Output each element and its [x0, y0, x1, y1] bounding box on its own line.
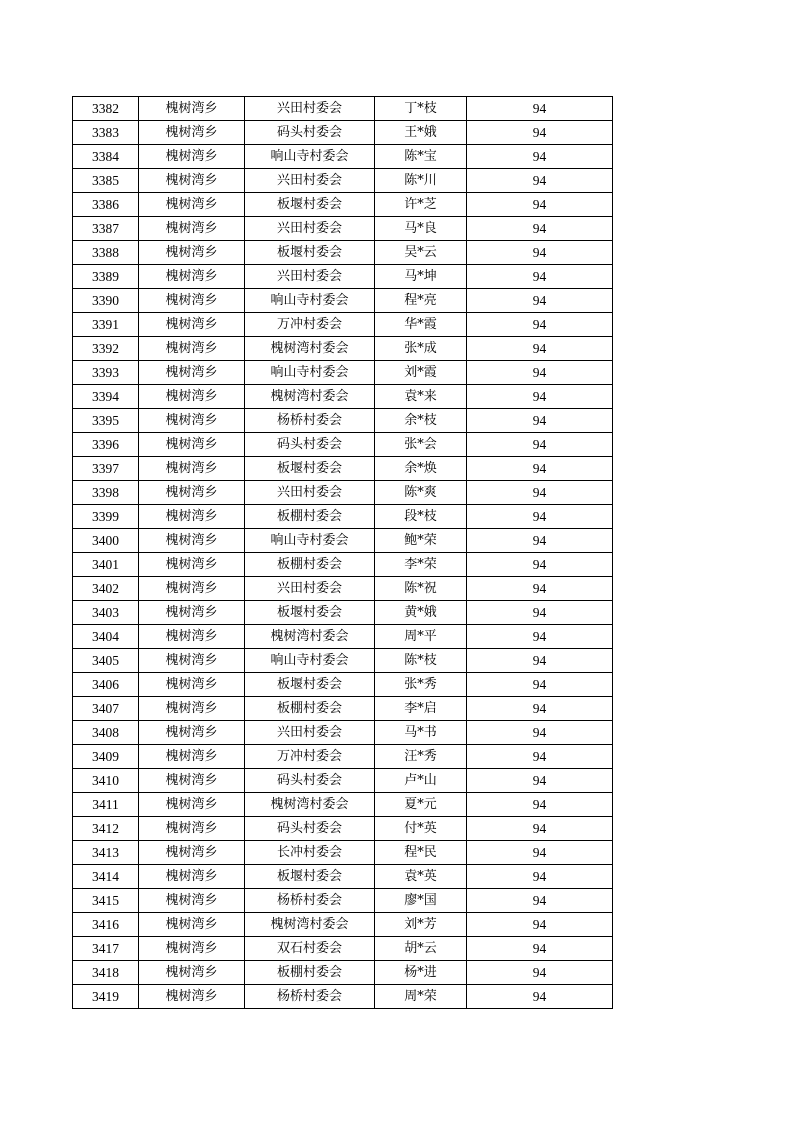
township-cell: 槐树湾乡 [139, 361, 245, 385]
name-cell: 程*民 [375, 841, 467, 865]
township-cell: 槐树湾乡 [139, 937, 245, 961]
value-cell: 94 [467, 985, 613, 1009]
table-row [73, 313, 613, 337]
table-row [73, 913, 613, 937]
township-cell: 槐树湾乡 [139, 697, 245, 721]
name-cell: 周*荣 [375, 985, 467, 1009]
row-number-cell: 3404 [73, 625, 139, 649]
village-committee-cell: 兴田村委会 [245, 265, 375, 289]
name-cell: 黄*娥 [375, 601, 467, 625]
row-number-cell: 3387 [73, 217, 139, 241]
table-row [73, 889, 613, 913]
name-cell: 华*霞 [375, 313, 467, 337]
village-committee-cell: 长冲村委会 [245, 841, 375, 865]
value-cell: 94 [467, 673, 613, 697]
name-cell: 付*英 [375, 817, 467, 841]
village-committee-cell: 杨桥村委会 [245, 889, 375, 913]
name-cell: 李*荣 [375, 553, 467, 577]
township-cell: 槐树湾乡 [139, 289, 245, 313]
value-cell: 94 [467, 529, 613, 553]
village-committee-cell: 杨桥村委会 [245, 985, 375, 1009]
township-cell: 槐树湾乡 [139, 865, 245, 889]
value-cell: 94 [467, 913, 613, 937]
value-cell: 94 [467, 889, 613, 913]
table-row [73, 649, 613, 673]
table-row [73, 529, 613, 553]
township-cell: 槐树湾乡 [139, 817, 245, 841]
village-committee-cell: 响山寺村委会 [245, 145, 375, 169]
township-cell: 槐树湾乡 [139, 433, 245, 457]
township-cell: 槐树湾乡 [139, 169, 245, 193]
name-cell: 吴*云 [375, 241, 467, 265]
township-cell: 槐树湾乡 [139, 793, 245, 817]
township-cell: 槐树湾乡 [139, 313, 245, 337]
table-row [73, 505, 613, 529]
village-committee-cell: 槐树湾村委会 [245, 337, 375, 361]
table-row [73, 265, 613, 289]
village-committee-cell: 兴田村委会 [245, 169, 375, 193]
township-cell: 槐树湾乡 [139, 961, 245, 985]
name-cell: 张*会 [375, 433, 467, 457]
name-cell: 马*良 [375, 217, 467, 241]
table-row [73, 673, 613, 697]
row-number-cell: 3386 [73, 193, 139, 217]
name-cell: 周*平 [375, 625, 467, 649]
township-cell: 槐树湾乡 [139, 337, 245, 361]
row-number-cell: 3414 [73, 865, 139, 889]
village-committee-cell: 板堰村委会 [245, 601, 375, 625]
table-row [73, 145, 613, 169]
township-cell: 槐树湾乡 [139, 625, 245, 649]
township-cell: 槐树湾乡 [139, 769, 245, 793]
name-cell: 鲍*荣 [375, 529, 467, 553]
village-committee-cell: 万冲村委会 [245, 745, 375, 769]
row-number-cell: 3417 [73, 937, 139, 961]
value-cell: 94 [467, 721, 613, 745]
table-row [73, 385, 613, 409]
row-number-cell: 3415 [73, 889, 139, 913]
name-cell: 张*秀 [375, 673, 467, 697]
value-cell: 94 [467, 817, 613, 841]
value-cell: 94 [467, 697, 613, 721]
village-committee-cell: 板棚村委会 [245, 553, 375, 577]
township-cell: 槐树湾乡 [139, 121, 245, 145]
row-number-cell: 3385 [73, 169, 139, 193]
township-cell: 槐树湾乡 [139, 385, 245, 409]
township-cell: 槐树湾乡 [139, 145, 245, 169]
table-row [73, 985, 613, 1009]
value-cell: 94 [467, 841, 613, 865]
village-committee-cell: 响山寺村委会 [245, 361, 375, 385]
name-cell: 马*坤 [375, 265, 467, 289]
village-committee-cell: 板堰村委会 [245, 865, 375, 889]
township-cell: 槐树湾乡 [139, 409, 245, 433]
township-cell: 槐树湾乡 [139, 193, 245, 217]
township-cell: 槐树湾乡 [139, 505, 245, 529]
row-number-cell: 3410 [73, 769, 139, 793]
table-row [73, 865, 613, 889]
table-row [73, 793, 613, 817]
name-cell: 陈*川 [375, 169, 467, 193]
value-cell: 94 [467, 337, 613, 361]
row-number-cell: 3393 [73, 361, 139, 385]
table-row [73, 97, 613, 121]
township-cell: 槐树湾乡 [139, 577, 245, 601]
name-cell: 陈*爽 [375, 481, 467, 505]
value-cell: 94 [467, 577, 613, 601]
data-table [72, 96, 613, 1009]
village-committee-cell: 响山寺村委会 [245, 649, 375, 673]
name-cell: 陈*祝 [375, 577, 467, 601]
row-number-cell: 3391 [73, 313, 139, 337]
table-row [73, 553, 613, 577]
name-cell: 许*芝 [375, 193, 467, 217]
village-committee-cell: 板堰村委会 [245, 241, 375, 265]
village-committee-cell: 板棚村委会 [245, 697, 375, 721]
value-cell: 94 [467, 601, 613, 625]
table-row [73, 121, 613, 145]
value-cell: 94 [467, 217, 613, 241]
name-cell: 卢*山 [375, 769, 467, 793]
row-number-cell: 3416 [73, 913, 139, 937]
value-cell: 94 [467, 265, 613, 289]
row-number-cell: 3418 [73, 961, 139, 985]
table-row [73, 697, 613, 721]
row-number-cell: 3395 [73, 409, 139, 433]
table-row [73, 457, 613, 481]
village-committee-cell: 板堰村委会 [245, 673, 375, 697]
township-cell: 槐树湾乡 [139, 985, 245, 1009]
name-cell: 余*枝 [375, 409, 467, 433]
value-cell: 94 [467, 241, 613, 265]
village-committee-cell: 板棚村委会 [245, 961, 375, 985]
township-cell: 槐树湾乡 [139, 217, 245, 241]
row-number-cell: 3411 [73, 793, 139, 817]
value-cell: 94 [467, 481, 613, 505]
township-cell: 槐树湾乡 [139, 553, 245, 577]
name-cell: 张*成 [375, 337, 467, 361]
name-cell: 陈*枝 [375, 649, 467, 673]
table-row [73, 841, 613, 865]
row-number-cell: 3389 [73, 265, 139, 289]
value-cell: 94 [467, 793, 613, 817]
row-number-cell: 3409 [73, 745, 139, 769]
village-committee-cell: 板堰村委会 [245, 193, 375, 217]
name-cell: 李*启 [375, 697, 467, 721]
value-cell: 94 [467, 313, 613, 337]
row-number-cell: 3412 [73, 817, 139, 841]
row-number-cell: 3388 [73, 241, 139, 265]
value-cell: 94 [467, 649, 613, 673]
row-number-cell: 3402 [73, 577, 139, 601]
table-row [73, 961, 613, 985]
village-committee-cell: 响山寺村委会 [245, 529, 375, 553]
village-committee-cell: 兴田村委会 [245, 217, 375, 241]
table-row [73, 745, 613, 769]
value-cell: 94 [467, 457, 613, 481]
row-number-cell: 3382 [73, 97, 139, 121]
name-cell: 丁*枝 [375, 97, 467, 121]
row-number-cell: 3408 [73, 721, 139, 745]
row-number-cell: 3396 [73, 433, 139, 457]
township-cell: 槐树湾乡 [139, 745, 245, 769]
row-number-cell: 3394 [73, 385, 139, 409]
table-row [73, 169, 613, 193]
township-cell: 槐树湾乡 [139, 721, 245, 745]
township-cell: 槐树湾乡 [139, 241, 245, 265]
table-row [73, 721, 613, 745]
village-committee-cell: 响山寺村委会 [245, 289, 375, 313]
row-number-cell: 3400 [73, 529, 139, 553]
township-cell: 槐树湾乡 [139, 841, 245, 865]
row-number-cell: 3397 [73, 457, 139, 481]
value-cell: 94 [467, 433, 613, 457]
value-cell: 94 [467, 625, 613, 649]
village-committee-cell: 板棚村委会 [245, 505, 375, 529]
value-cell: 94 [467, 553, 613, 577]
value-cell: 94 [467, 361, 613, 385]
village-committee-cell: 槐树湾村委会 [245, 913, 375, 937]
township-cell: 槐树湾乡 [139, 529, 245, 553]
row-number-cell: 3399 [73, 505, 139, 529]
name-cell: 汪*秀 [375, 745, 467, 769]
village-committee-cell: 码头村委会 [245, 817, 375, 841]
village-committee-cell: 双石村委会 [245, 937, 375, 961]
row-number-cell: 3390 [73, 289, 139, 313]
value-cell: 94 [467, 169, 613, 193]
township-cell: 槐树湾乡 [139, 673, 245, 697]
row-number-cell: 3401 [73, 553, 139, 577]
value-cell: 94 [467, 409, 613, 433]
table-body [73, 97, 613, 1009]
value-cell: 94 [467, 97, 613, 121]
value-cell: 94 [467, 193, 613, 217]
township-cell: 槐树湾乡 [139, 913, 245, 937]
value-cell: 94 [467, 769, 613, 793]
village-committee-cell: 码头村委会 [245, 121, 375, 145]
table-row [73, 361, 613, 385]
name-cell: 夏*元 [375, 793, 467, 817]
value-cell: 94 [467, 121, 613, 145]
value-cell: 94 [467, 385, 613, 409]
village-committee-cell: 万冲村委会 [245, 313, 375, 337]
name-cell: 刘*芳 [375, 913, 467, 937]
table-row [73, 217, 613, 241]
row-number-cell: 3413 [73, 841, 139, 865]
row-number-cell: 3384 [73, 145, 139, 169]
table-row [73, 481, 613, 505]
township-cell: 槐树湾乡 [139, 97, 245, 121]
table-row [73, 817, 613, 841]
village-committee-cell: 槐树湾村委会 [245, 385, 375, 409]
name-cell: 袁*来 [375, 385, 467, 409]
name-cell: 廖*国 [375, 889, 467, 913]
village-committee-cell: 码头村委会 [245, 769, 375, 793]
value-cell: 94 [467, 505, 613, 529]
value-cell: 94 [467, 745, 613, 769]
table-row [73, 433, 613, 457]
village-committee-cell: 兴田村委会 [245, 721, 375, 745]
table-row [73, 409, 613, 433]
table-row [73, 193, 613, 217]
row-number-cell: 3398 [73, 481, 139, 505]
row-number-cell: 3419 [73, 985, 139, 1009]
township-cell: 槐树湾乡 [139, 265, 245, 289]
village-committee-cell: 槐树湾村委会 [245, 625, 375, 649]
value-cell: 94 [467, 145, 613, 169]
name-cell: 袁*英 [375, 865, 467, 889]
table-row [73, 577, 613, 601]
village-committee-cell: 兴田村委会 [245, 97, 375, 121]
table-row [73, 601, 613, 625]
table-row [73, 625, 613, 649]
row-number-cell: 3383 [73, 121, 139, 145]
name-cell: 马*书 [375, 721, 467, 745]
township-cell: 槐树湾乡 [139, 601, 245, 625]
table-row [73, 241, 613, 265]
township-cell: 槐树湾乡 [139, 649, 245, 673]
village-committee-cell: 兴田村委会 [245, 577, 375, 601]
row-number-cell: 3405 [73, 649, 139, 673]
village-committee-cell: 码头村委会 [245, 433, 375, 457]
name-cell: 杨*进 [375, 961, 467, 985]
row-number-cell: 3407 [73, 697, 139, 721]
row-number-cell: 3403 [73, 601, 139, 625]
township-cell: 槐树湾乡 [139, 481, 245, 505]
township-cell: 槐树湾乡 [139, 457, 245, 481]
name-cell: 段*枝 [375, 505, 467, 529]
name-cell: 陈*宝 [375, 145, 467, 169]
name-cell: 余*焕 [375, 457, 467, 481]
village-committee-cell: 兴田村委会 [245, 481, 375, 505]
value-cell: 94 [467, 937, 613, 961]
name-cell: 程*亮 [375, 289, 467, 313]
village-committee-cell: 槐树湾村委会 [245, 793, 375, 817]
township-cell: 槐树湾乡 [139, 889, 245, 913]
village-committee-cell: 杨桥村委会 [245, 409, 375, 433]
table-row [73, 337, 613, 361]
table-row [73, 289, 613, 313]
value-cell: 94 [467, 865, 613, 889]
value-cell: 94 [467, 289, 613, 313]
name-cell: 刘*霞 [375, 361, 467, 385]
table-row [73, 937, 613, 961]
row-number-cell: 3406 [73, 673, 139, 697]
name-cell: 王*娥 [375, 121, 467, 145]
row-number-cell: 3392 [73, 337, 139, 361]
table-row [73, 769, 613, 793]
value-cell: 94 [467, 961, 613, 985]
village-committee-cell: 板堰村委会 [245, 457, 375, 481]
name-cell: 胡*云 [375, 937, 467, 961]
